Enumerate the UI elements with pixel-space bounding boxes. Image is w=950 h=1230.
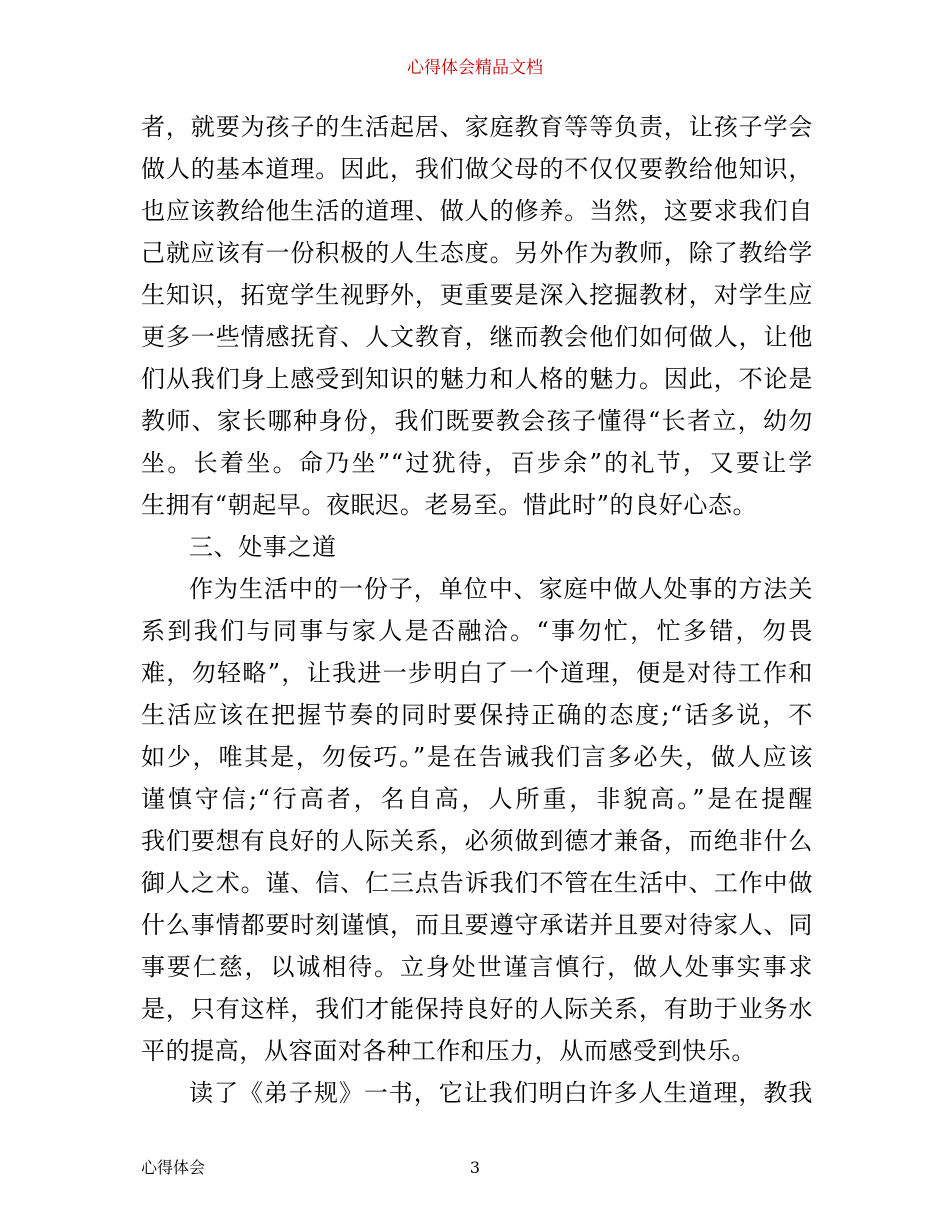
paragraph-first-line: 读了《弟子规》一书，它让我们明白许多人生道理，教我 [189, 1079, 813, 1107]
text-line: 事要仁慈，以诚相待。立身处世谨言慎行，做人处事实事求 [141, 953, 813, 981]
text-line: 御人之术。谨、信、仁三点告诉我们不管在生活中、工作中做 [141, 869, 813, 897]
text-line: 生知识，拓宽学生视野外，更重要是深入挖掘教材，对学生应 [141, 281, 813, 309]
page-header: 心得体会精品文档 [407, 58, 543, 78]
text-line: 谨慎守信;“行高者，名自高，人所重，非貌高。”是在提醒 [141, 785, 813, 813]
text-line: 什么事情都要时刻谨慎，而且要遵守承诺并且要对待家人、同 [141, 911, 813, 939]
text-line: 坐。长着坐。命乃坐”“过犹待，百步余”的礼节，又要让学 [141, 449, 813, 477]
text-line: 更多一些情感抚育、人文教育，继而教会他们如何做人，让他 [141, 323, 813, 351]
text-line: 是，只有这样，我们才能保持良好的人际关系，有助于业务水 [141, 995, 813, 1023]
text-line: 者，就要为孩子的生活起居、家庭教育等等负责，让孩子学会 [141, 113, 813, 141]
section-heading: 三、处事之道 [189, 533, 337, 561]
text-line: 如少，唯其是，勿佞巧。”是在告诫我们言多必失，做人应该 [141, 743, 813, 771]
page-number: 3 [469, 1158, 481, 1177]
text-line: 己就应该有一份积极的人生态度。另外作为教师，除了教给学 [141, 239, 813, 267]
text-line: 生活应该在把握节奏的同时要保持正确的态度;“话多说，不 [141, 701, 813, 729]
document-body [141, 106, 813, 1114]
text-line: 难，勿轻略”，让我进一步明白了一个道理，便是对待工作和 [141, 659, 813, 687]
paragraph-first-line: 作为生活中的一份子，单位中、家庭中做人处事的方法关 [189, 575, 813, 603]
text-line: 生拥有“朝起早。夜眠迟。老易至。惜此时”的良好心态。 [141, 491, 758, 519]
text-line: 平的提高，从容面对各种工作和压力，从而感受到快乐。 [141, 1037, 756, 1065]
text-line: 系到我们与同事与家人是否融洽。“事勿忙，忙多错，勿畏 [141, 617, 813, 645]
footer-label: 心得体会 [141, 1158, 206, 1177]
text-line: 做人的基本道理。因此，我们做父母的不仅仅要教给他知识， [141, 155, 813, 183]
text-line: 教师、家长哪种身份，我们既要教会孩子懂得“长者立，幼勿 [141, 407, 813, 435]
text-line: 们从我们身上感受到知识的魅力和人格的魅力。因此，不论是 [141, 365, 813, 393]
text-line: 我们要想有良好的人际关系，必须做到德才兼备，而绝非什么 [141, 827, 813, 855]
text-line: 也应该教给他生活的道理、做人的修养。当然，这要求我们自 [141, 197, 813, 225]
